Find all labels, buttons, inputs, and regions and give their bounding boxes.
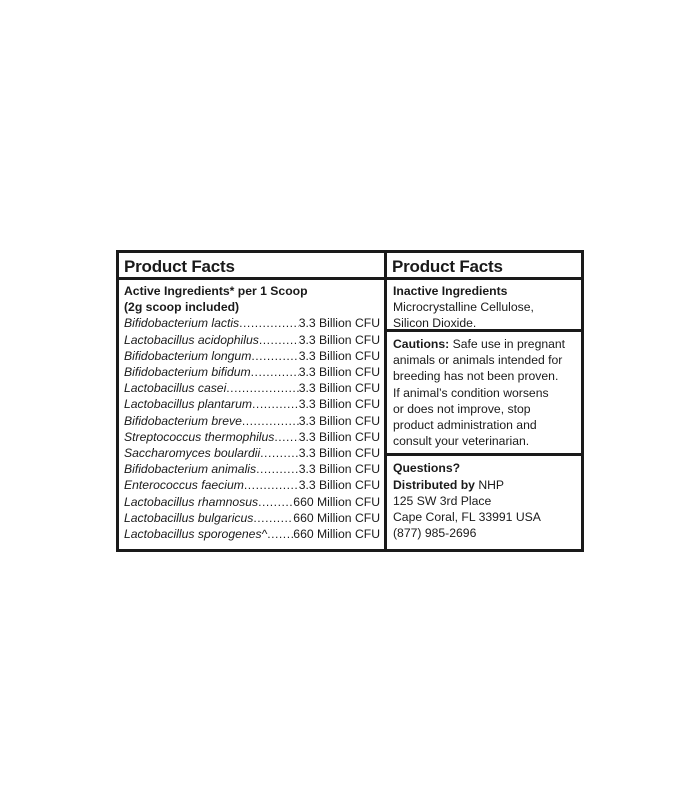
cautions-section [387,332,581,456]
inactive-ingredients-heading: Inactive Ingredients [393,284,508,298]
active-ingredients-content [119,280,384,542]
dot-leader [259,332,299,348]
ingredient-amount: 3.3 Billion CFU [298,332,380,347]
dot-leader [256,461,299,477]
cautions-line: consult your veterinarian. [393,434,530,449]
dot-leader [252,396,299,412]
ingredient-name: Lactobacillus casei [124,381,227,396]
ingredient-row [124,364,380,380]
info-panel [387,253,581,549]
questions-section [387,456,581,545]
questions-heading: Questions? [393,461,461,476]
panel-title-right: Product Facts [387,253,581,280]
ingredient-amount: 3.3 Billion CFU [298,446,380,461]
ingredient-amount: 3.3 Billion CFU [298,478,380,493]
phone-number: (877) 985-2696 [393,526,477,541]
ingredient-name: Bifidobacterium breve [124,413,242,428]
cautions-line: If animal’s condition worsens [393,385,549,400]
active-ingredients-panel [119,253,387,549]
ingredient-row [124,315,380,331]
cautions-text: Safe use in pregnant [449,337,566,351]
scoop-note: (2g scoop included) [124,300,240,315]
ingredient-amount: 3.3 Billion CFU [298,348,380,363]
dot-leader [244,477,299,493]
ingredient-amount: 3.3 Billion CFU [298,413,380,428]
cautions-line [393,336,576,352]
ingredient-row [124,429,380,445]
ingredient-amount: 3.3 Billion CFU [298,429,380,444]
ingredient-row [124,477,380,493]
distributor-line [393,477,576,493]
inactive-line: Silicon Dioxide. [393,316,477,331]
dot-leader [251,364,299,380]
ingredient-name: Lactobacillus rhamnosus [124,494,259,509]
address-street: 125 SW 3rd Place [393,493,492,508]
ingredient-row [124,380,380,396]
ingredient-name: Saccharomyces boulardii [124,446,261,461]
dot-leader [260,445,299,461]
distributed-by-label: Distributed by [393,477,475,492]
ingredient-amount: 3.3 Billion CFU [298,381,380,396]
cautions-line: animals or animals intended for [393,353,563,368]
dot-leader [239,315,299,331]
ingredient-row [124,494,380,510]
distributor-name: NHP [474,477,505,492]
ingredient-name: Lactobacillus bulgaricus [124,510,254,525]
ingredient-row [124,348,380,364]
product-facts-label [116,250,584,552]
ingredient-row [124,332,380,348]
ingredient-amount: 660 Million CFU [293,527,380,542]
ingredient-amount: 660 Million CFU [293,494,380,509]
cautions-line: product administration and [393,418,537,433]
ingredient-name: Bifidobacterium animalis [124,462,257,477]
dot-leader [226,380,298,396]
ingredient-row [124,445,380,461]
ingredient-name: Bifidobacterium lactis [124,316,240,331]
panel-title-left: Product Facts [119,253,384,280]
cautions-heading: Cautions: [393,337,450,351]
dot-leader [258,494,293,510]
inactive-ingredients-section [387,280,581,332]
ingredient-row [124,461,380,477]
dot-leader [251,348,298,364]
active-ingredients-heading: Active Ingredients* per 1 Scoop [124,284,308,298]
ingredient-name: Enterococcus faecium [124,478,244,493]
cautions-line: breeding has not been proven. [393,369,559,384]
dot-leader [267,526,293,542]
ingredient-amount: 660 Million CFU [293,510,380,525]
ingredient-row [124,510,380,526]
ingredient-row [124,396,380,412]
dot-leader [274,429,298,445]
ingredient-name: Lactobacillus acidophilus [124,332,259,347]
ingredient-amount: 3.3 Billion CFU [298,462,380,477]
ingredient-name: Bifidobacterium longum [124,348,252,363]
ingredient-name: Streptococcus thermophilus [124,429,275,444]
ingredient-name: Lactobacillus plantarum [124,397,253,412]
ingredient-list [124,315,380,542]
dot-leader [253,510,293,526]
address-city: Cape Coral, FL 33991 USA [393,510,541,525]
ingredient-row [124,526,380,542]
ingredient-amount: 3.3 Billion CFU [298,365,380,380]
ingredient-name: Bifidobacterium bifidum [124,365,251,380]
dot-leader [242,413,299,429]
ingredient-name: Lactobacillus sporogenes^ [124,527,268,542]
cautions-line: or does not improve, stop [393,401,531,416]
ingredient-row [124,413,380,429]
inactive-line: Microcrystalline Cellulose, [393,300,534,315]
ingredient-amount: 3.3 Billion CFU [298,316,380,331]
ingredient-amount: 3.3 Billion CFU [298,397,380,412]
